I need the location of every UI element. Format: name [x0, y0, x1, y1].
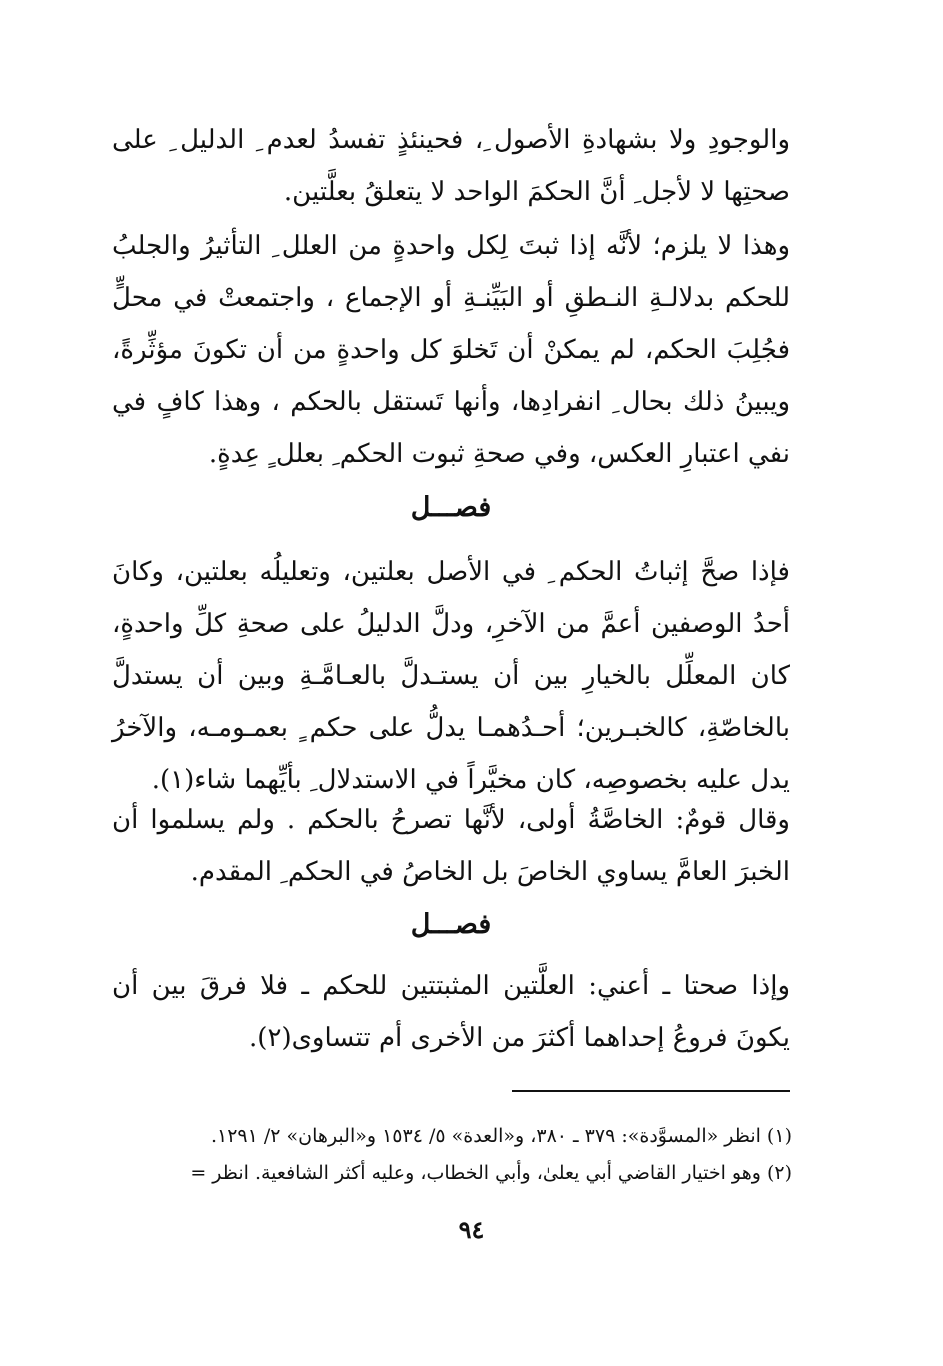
footnote-1: (١) انظر «المسوَّدة»: ٣٧٩ ـ ٣٨٠، و«العدة» ٥/ ١٥٣٤ و«البرهان» ٢/ ١٢٩١.: [210, 1125, 792, 1147]
section-heading-2: فصـــل: [410, 909, 492, 940]
footnote-separator: [512, 1090, 790, 1092]
paragraph-4: وقال قومٌ: الخاصَّةُ أولى، لأنَّها تصرحُ بالحكم . ولم يسلموا أن الخبرَ العامَّ يساوي الخاصَ بل الخاصُ في الحكم ِ المقدم.: [112, 805, 790, 887]
section-heading-1: فصـــل: [410, 492, 492, 523]
page-number: ٩٤: [458, 1215, 485, 1244]
footnote-2: (٢) وهو اختيار القاضي أبي يعلىٰ، وأبي الخطاب، وعليه أكثر الشافعية. انظر =: [190, 1162, 792, 1184]
paragraph-5: وإذا صحتا ـ أعني: العلَّتين المثبتتين للحكم ـ فلا فرقَ بين أن يكونَ فروعُ إحداهما أكثرَ من الأخرى أم تتساوى(٢).: [112, 971, 790, 1053]
paragraph-3: فإذا صحَّ إثباتُ الحكم ِ في الأصل بعلتين، وتعليلُه بعلتين، وكانَ أحدُ الوصفين أعمَّ من الآخرِ، ودلَّ الدليلُ على صحةِ كلِّ واحدةٍ، كان المعلِّل بالخيارِ بين أن يستـدلَّ بالعـامَّـةِ وبين أن يستدلَّ بالخاصّةِ، كالخبـرين؛ أحـدُهمـا يدلُّ على حكم ٍ بعمـومـه، والآخرُ يدل عليه بخصوصِه، كان مخيَّراً في الاستدلال ِ بأيِّهما شاء(١).: [112, 557, 790, 795]
paragraph-1: والوجودِ ولا بشهادةِ الأصول ِ، فحينئذٍ تفسدُ لعدم ِ الدليل ِ على صحتِها لا لأجل ِ أنَّ الحكمَ الواحد لا يتعلقُ بعلَّتين.: [112, 125, 790, 207]
paragraph-2: وهذا لا يلزم؛ لأنَّه إذا ثبتَ لِكل واحدةٍ من العلل ِ التأثيرُ والجلبُ للحكم بدلالـةِ النـطقِ أو البَيِّنـةِ أو الإجماع ، واجتمعتْ في محلٍّ فجُلِبَ الحكم، لم يمكنْ أن تَخلوَ كل واحدةٍ من أن تكونَ مؤثِّرةً، ويبينُ ذلك بحال ِ انفرادِها، وأنها تَستقل بالحكم ، وهذا كافٍ في نفي اعتبارِ العكس، وفي صحةِ ثبوت الحكم ِ بعلل ٍ عِدةٍ.: [112, 231, 790, 469]
